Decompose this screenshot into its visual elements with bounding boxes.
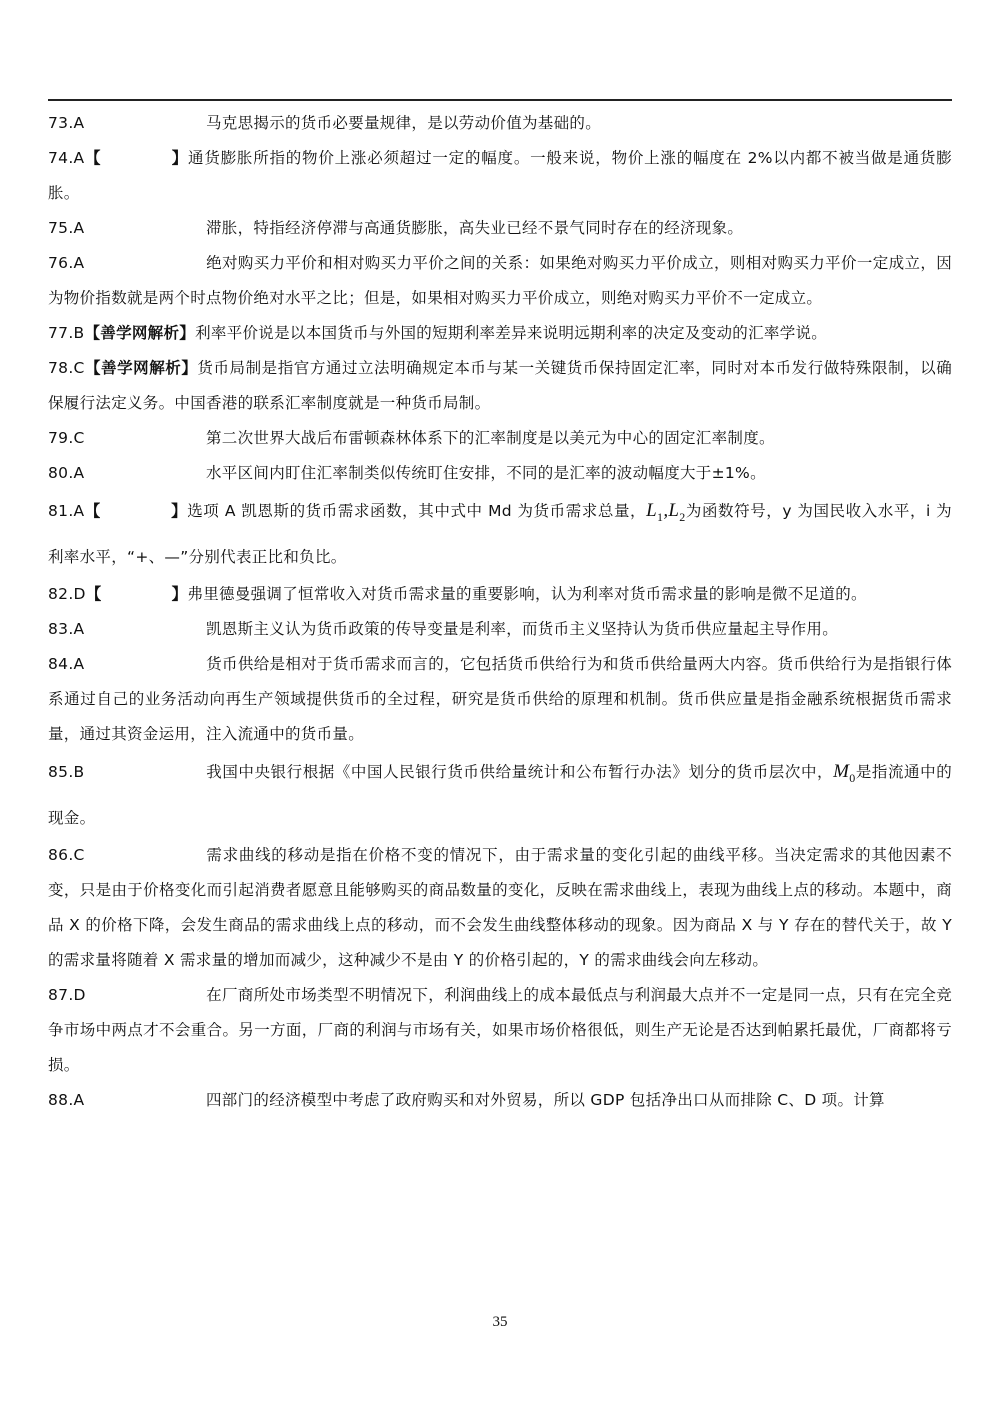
answer-76 (48, 246, 952, 316)
answer-number: 88.A (48, 1090, 85, 1109)
math-l1: $L_1,L_2$ (646, 500, 686, 524)
answer-text-a: 我国中央银行根据《中国人民银行货币供给量统计和公布暂行办法》划分的货币层次中， (206, 762, 834, 781)
answer-text: 绝对购买力平价和相对购买力平价之间的关系：如果绝对购买力平价成立，则相对购买力平价一定成立，因为物价指数就是两个时点物价绝对水平之比；但是，如果相对购买力平价成立，则绝对购买力平价不一定成立。 (48, 254, 952, 307)
answer-number: 80.A (48, 464, 85, 482)
bracket-open: 【 (85, 584, 102, 603)
answer-number: 74.A (48, 149, 85, 167)
answer-text: 四部门的经济模型中考虑了政府购买和对外贸易，所以 GDP 包括净出口从而排除 C、D 项。计算 (206, 1090, 885, 1109)
answer-number: 82.D (48, 584, 86, 603)
math-l2: L (668, 500, 680, 521)
answer-number: 78.C (48, 359, 85, 377)
answer-86 (48, 838, 952, 978)
answer-number: 86.C (48, 845, 85, 864)
answer-text: 弗里德曼强调了恒常收入对货币需求量的重要影响，认为利率对货币需求量的影响是微不足道的。 (187, 584, 867, 603)
answer-number: 87.D (48, 985, 86, 1004)
answer-84 (48, 647, 952, 752)
answer-number: 79.C (48, 429, 85, 447)
answer-text: 货币供给是相对于货币需求而言的，它包括货币供给行为和货币供给量两大内容。货币供给行为是指银行体系通过自己的业务活动向再生产领域提供货币的全过程，研究是货币供给的原理和机制。货币供应量是指金融系统根据货币需求量，通过其资金运用，注入流通中的货币量。 (48, 654, 952, 743)
answer-number: 85.B (48, 762, 85, 781)
answer-number: 76.A (48, 254, 85, 272)
answer-number: 84.A (48, 654, 85, 673)
answer-text-a: 选项 A 凯恩斯的货币需求函数，其中式中 Md 为货币需求总量， (187, 502, 647, 520)
source-label: 【善学网解析】 (84, 324, 196, 342)
bracket-close: 】 (171, 584, 188, 603)
answer-text: 利率平价说是以本国货币与外国的短期利率差异来说明远期利率的决定及变动的汇率学说。 (195, 324, 828, 342)
answer-text: 第二次世界大战后布雷顿森林体系下的汇率制度是以美元为中心的固定汇率制度。 (206, 429, 775, 447)
bracket-open: 【 (84, 149, 102, 167)
answer-73 (48, 106, 952, 141)
answer-text: 滞胀，特指经济停滞与高通货膨胀，高失业已经不景气同时存在的经济现象。 (206, 219, 744, 237)
answer-number: 73.A (48, 114, 85, 132)
answer-77 (48, 316, 952, 351)
answer-85 (48, 752, 952, 838)
bracket-open: 【 (84, 502, 101, 520)
answer-text-b: 是指流通中的现金。 (48, 762, 952, 827)
bracket-close: 】 (171, 149, 189, 167)
page-number: 35 (492, 1314, 508, 1330)
answer-text: 马克思揭示的货币必要量规律，是以劳动价值为基础的。 (206, 114, 602, 132)
answer-text-b: 为函数符号，y 为国民收入水平，i 为利率水平，“+、—”分别代表正比和负比。 (48, 502, 952, 566)
header-rule (48, 99, 952, 101)
answer-text: 需求曲线的移动是指在价格不变的情况下，由于需求量的变化引起的曲线平移。当决定需求的其他因素不变，只是由于价格变化而引起消费者愿意且能够购买的商品数量的变化，反映在需求曲线上，表现为曲线上点的移动。本题中，商品 X 的价格下降，会发生商品的需求曲线上点的移动，而不会发生曲线整体移动的现象。因为商品 X 与 Y 存在的替代关于，故 Y 的需求量将随着 X 需求量的增加而减少，这种减少不是由 Y 的价格引起的，Y 的需求曲线会向左移动。 (48, 845, 952, 969)
answer-75 (48, 211, 952, 246)
math-m0: $M_0$ (833, 760, 856, 785)
answer-text: 通货膨胀所指的物价上涨必须超过一定的幅度。一般来说，物价上涨的幅度在 2%以内都不被当做是通货膨胀。 (48, 149, 952, 202)
answer-text: 水平区间内盯住汇率制类似传统盯住安排，不同的是汇率的波动幅度大于±1%。 (206, 464, 766, 482)
answer-78 (48, 351, 952, 421)
source-label: 【善学网解析】 (84, 359, 198, 377)
answer-87 (48, 978, 952, 1083)
answer-text: 凯恩斯主义认为货币政策的传导变量是利率，而货币主义坚持认为货币供应量起主导作用。 (206, 619, 839, 638)
bracket-close: 】 (170, 502, 188, 520)
answer-74 (48, 141, 952, 211)
answer-number: 81.A (48, 502, 85, 520)
answer-88 (48, 1083, 952, 1118)
answer-list (48, 106, 952, 1118)
answer-83 (48, 612, 952, 647)
answer-number: 83.A (48, 619, 85, 638)
answer-number: 77.B (48, 324, 85, 342)
answer-81 (48, 491, 952, 577)
answer-80 (48, 456, 952, 491)
answer-text: 货币局制是指官方通过立法明确规定本币与某一关键货币保持固定汇率，同时对本币发行做特殊限制，以确保履行法定义务。中国香港的联系汇率制度就是一种货币局制。 (48, 359, 952, 412)
answer-number: 75.A (48, 219, 85, 237)
answer-text: 在厂商所处市场类型不明情况下，利润曲线上的成本最低点与利润最大点并不一定是同一点，只有在完全竞争市场中两点才不会重合。另一方面，厂商的利润与市场有关，如果市场价格很低，则生产无论是否达到帕累托最优，厂商都将亏损。 (48, 985, 952, 1074)
answer-82 (48, 577, 952, 612)
answer-79 (48, 421, 952, 456)
